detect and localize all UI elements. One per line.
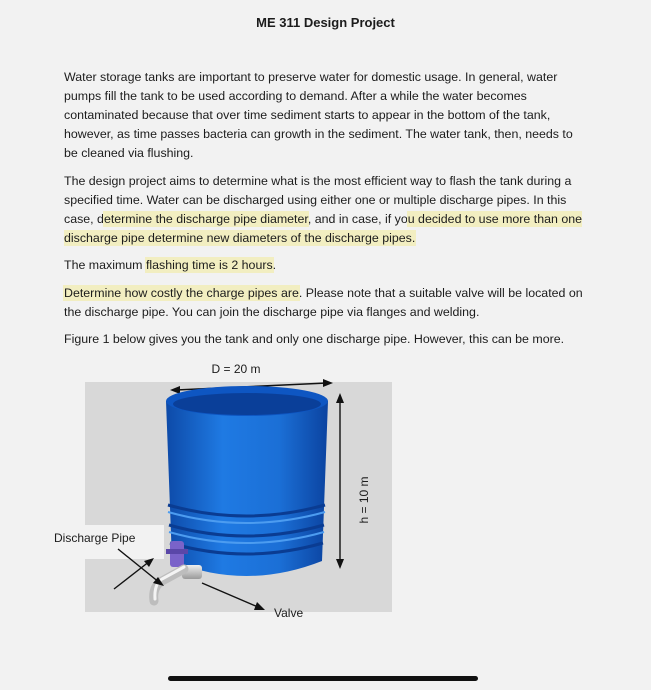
paragraph-cost bbox=[64, 284, 584, 322]
valve-label: Valve bbox=[274, 606, 304, 620]
paragraph-cost-text: . Please note that a suitable valve will be located on the discharge pipe. You can join the discharge pipe via flanges and welding. bbox=[64, 286, 583, 319]
highlight-multiple-pipes: u decided to use more than one discharge pipe determine new diameters of the discharge pipes. bbox=[64, 212, 582, 245]
paragraph-max-time bbox=[64, 256, 584, 275]
paragraph-intro: Water storage tanks are important to preserve water for domestic usage. In general, water pumps fill the tank to be used according to demand. After a while the water becomes contaminated because that over time sediment starts to appear in the bottom of the tank, however, as time passes bacteria can growth in the sediment. The water tank, then, needs to be cleaned via flushing. bbox=[64, 70, 573, 160]
page-title: ME 311 Design Project bbox=[256, 15, 395, 30]
paragraph-max-time-text: The maximum bbox=[64, 258, 146, 272]
highlight-diameter: etermine the discharge pipe diameter bbox=[103, 212, 308, 226]
discharge-pipe-label: Discharge Pipe bbox=[54, 531, 136, 545]
paragraph-design-aim-text-1: The design project aims to determine what is the most efficient way to flash the tank during a specified time. Water can be discharged using either one or multiple discharge pipes. In this case, d bbox=[64, 174, 572, 226]
paragraph-figure-ref: Figure 1 below gives you the tank and only one discharge pipe. However, this can be more. bbox=[64, 332, 565, 346]
home-indicator[interactable] bbox=[168, 676, 478, 681]
diameter-label: D = 20 m bbox=[211, 362, 261, 376]
tank-opening bbox=[173, 393, 321, 415]
valve-flange bbox=[166, 549, 188, 554]
tank-figure bbox=[52, 355, 397, 630]
paragraph-max-time-period: . bbox=[272, 258, 277, 272]
tank-illustration bbox=[52, 355, 397, 630]
tank-body bbox=[166, 401, 328, 576]
highlight-cost: Determine how costly the charge pipes are bbox=[64, 286, 299, 300]
height-label: h = 10 m bbox=[357, 476, 371, 524]
paragraph-design-aim bbox=[64, 172, 584, 248]
paragraph-design-aim-text-2: , and in case, if yo bbox=[307, 212, 408, 226]
highlight-flashing-time: flashing time is 2 hours bbox=[145, 258, 273, 272]
